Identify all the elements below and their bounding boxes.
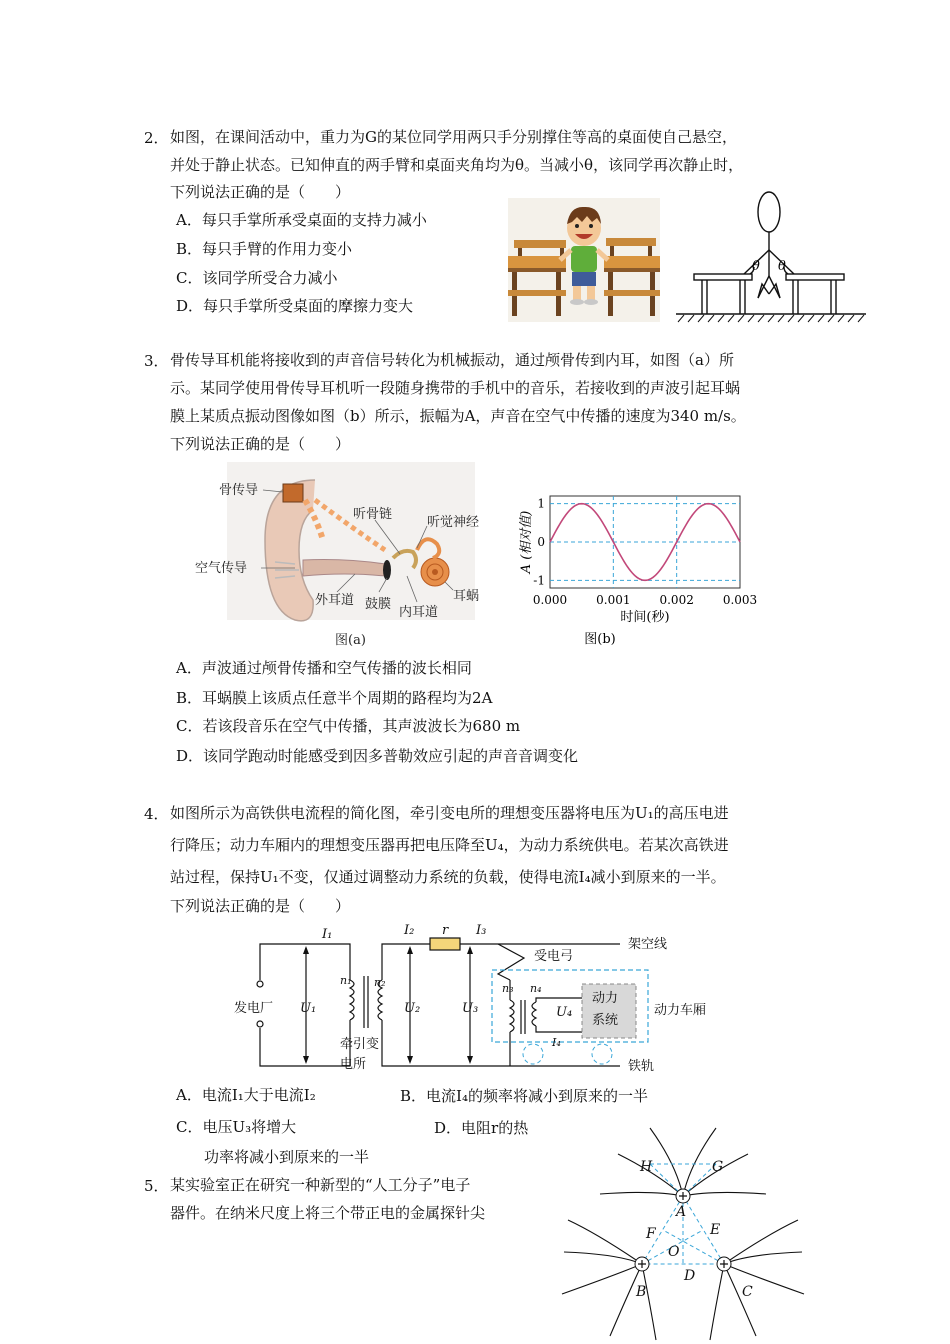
- theta-label-right: θ: [778, 259, 786, 274]
- question-4-line-2: 行降压；动力车厢内的理想变压器再把电压降至U₄，为动力系统供电。若某次高铁进: [170, 836, 729, 854]
- vibration-chart: [520, 488, 760, 653]
- figure-a-caption: 图(a): [335, 633, 366, 648]
- question-5-line-1: 某实验室正在研究一种新型的“人工分子”电子: [170, 1176, 471, 1194]
- n4-label: n₄: [530, 982, 542, 995]
- question-4-option-d: D．电阻r的热: [434, 1119, 529, 1137]
- substation-label-2: 电所: [340, 1057, 367, 1072]
- question-4-option-a: A．电流I₁大于电流I₂: [176, 1086, 316, 1104]
- y-tick-label: 1: [537, 496, 545, 511]
- point-f-label: F: [646, 1226, 656, 1242]
- point-a-label: A: [676, 1204, 687, 1220]
- voltage-u4-label: U₄: [556, 1005, 573, 1020]
- question-3-line-1: 骨传导耳机能将接收到的声音信号转化为机械振动，通过颅骨传到内耳，如图（a）所: [170, 351, 734, 369]
- voltage-u3-label: U₃: [462, 1001, 479, 1016]
- current-i1-label: I₁: [322, 927, 333, 942]
- x-tick-label: 0.001: [596, 593, 631, 607]
- label-inner-ear-canal: 内耳道: [399, 605, 439, 620]
- y-tick-label: -1: [533, 573, 545, 588]
- y-axis-label: A (相对值): [519, 510, 534, 574]
- question-5-line-2: 器件。在纳米尺度上将三个带正电的金属探针尖: [170, 1204, 486, 1222]
- question-3-option-b: B．耳蜗膜上该质点任意半个周期的路程均为2A: [176, 689, 493, 707]
- label-bone-conduction: 骨传导: [219, 483, 259, 498]
- voltage-u2-label: U₂: [404, 1001, 421, 1016]
- current-i2-label: I₂: [404, 923, 415, 938]
- question-3-line-3: 膜上某质点振动图像如图（b）所示，振幅为A，声音在空气中传播的速度为340 m/s。: [170, 407, 746, 425]
- overhead-line-label: 架空线: [628, 937, 668, 952]
- question-4-option-d-continued: 功率将减小到原来的一半: [204, 1148, 370, 1166]
- x-tick-label: 0.003: [722, 593, 758, 607]
- point-d-label: D: [684, 1268, 696, 1284]
- figure-b-caption: 图(b): [584, 632, 616, 647]
- question-5-number: 5．: [144, 1177, 169, 1195]
- point-h-label: H: [640, 1159, 653, 1175]
- label-outer-ear-canal: 外耳道: [315, 593, 355, 608]
- electric-field-diagram: [558, 1124, 808, 1342]
- question-2-option-d: D．每只手掌所受桌面的摩擦力变大: [176, 297, 414, 315]
- question-2-line-2: 并处于静止状态。已知伸直的两手臂和桌面夹角均为θ。当减小θ，该同学再次静止时，: [170, 156, 744, 174]
- power-system-label-2: 系统: [592, 1013, 619, 1028]
- rail-label: 铁轨: [628, 1059, 655, 1074]
- question-4-option-b: B．电流I₄的频率将减小到原来的一半: [400, 1087, 648, 1105]
- x-tick-label: 0.000: [532, 593, 568, 607]
- point-c-label: C: [742, 1284, 753, 1300]
- question-4-line-3: 站过程，保持U₁不变，仅通过调整动力系统的负载，使得电流I₄减小到原来的一半。: [170, 868, 726, 886]
- point-g-label: G: [712, 1159, 724, 1175]
- label-ossicles: 听骨链: [353, 507, 393, 522]
- pantograph-label: 受电弓: [534, 949, 574, 964]
- question-4-number: 4．: [144, 805, 169, 823]
- n1-label: n₁: [340, 974, 352, 987]
- label-cochlea: 耳蜗: [453, 589, 480, 604]
- student-tables-schematic: [674, 188, 868, 324]
- ear-anatomy-figure: [195, 460, 480, 650]
- question-2-option-b: B．每只手臂的作用力变小: [176, 240, 353, 258]
- question-2-line-3: 下列说法正确的是（ ）: [170, 183, 351, 201]
- current-i4-label: I₄: [552, 1036, 561, 1049]
- point-e-label: E: [710, 1222, 721, 1238]
- power-car-label: 动力车厢: [654, 1003, 707, 1018]
- question-2-number: 2．: [144, 129, 169, 147]
- question-2-line-1: 如图，在课间活动中，重力为G的某位同学用两只手分别撑住等高的桌面使自己悬空，: [170, 128, 737, 146]
- theta-label-left: θ: [752, 259, 760, 274]
- x-tick-label: 0.002: [659, 593, 694, 607]
- y-tick-label: 0: [537, 535, 545, 549]
- substation-label-1: 牵引变: [340, 1037, 380, 1052]
- question-4-line-4: 下列说法正确的是（ ）: [170, 897, 351, 915]
- label-eardrum: 鼓膜: [365, 597, 392, 612]
- question-3-option-d: D．该同学跑动时能感受到因多普勒效应引起的声音音调变化: [176, 747, 579, 765]
- question-4-line-1: 如图所示为高铁供电流程的简化图，牵引变电所的理想变压器将电压为U₁的高压电进: [170, 804, 729, 822]
- question-3-option-c: C．若该段音乐在空气中传播，其声波波长为680 m: [176, 717, 521, 735]
- n2-label: n₂: [374, 976, 386, 989]
- point-b-label: B: [636, 1284, 647, 1300]
- current-i3-label: I₃: [476, 923, 487, 938]
- power-system-label-1: 动力: [592, 991, 619, 1006]
- question-3-line-2: 示。某同学使用骨传导耳机听一段随身携带的手机中的音乐，若接收到的声波引起耳蜗: [170, 379, 741, 397]
- n3-label: n₃: [502, 982, 514, 995]
- x-axis-label: 时间(秒): [620, 610, 670, 625]
- label-auditory-nerve: 听觉神经: [427, 515, 480, 530]
- student-cartoon-illustration: [508, 198, 660, 322]
- power-plant-label: 发电厂: [234, 1001, 274, 1016]
- label-air-conduction: 空气传导: [195, 561, 248, 576]
- question-4-option-c: C．电压U₃将增大: [176, 1118, 297, 1136]
- question-2-option-c: C．该同学所受合力减小: [176, 269, 338, 287]
- question-3-number: 3．: [144, 352, 169, 370]
- rail-power-circuit: [230, 920, 707, 1080]
- question-2-option-a: A．每只手掌所承受桌面的支持力减小: [176, 211, 427, 229]
- point-o-label: O: [668, 1244, 680, 1260]
- question-3-line-4: 下列说法正确的是（ ）: [170, 435, 351, 453]
- resistor-r-label: r: [442, 923, 449, 938]
- question-3-option-a: A．声波通过颅骨传播和空气传播的波长相同: [176, 659, 472, 677]
- voltage-u1-label: U₁: [300, 1001, 317, 1016]
